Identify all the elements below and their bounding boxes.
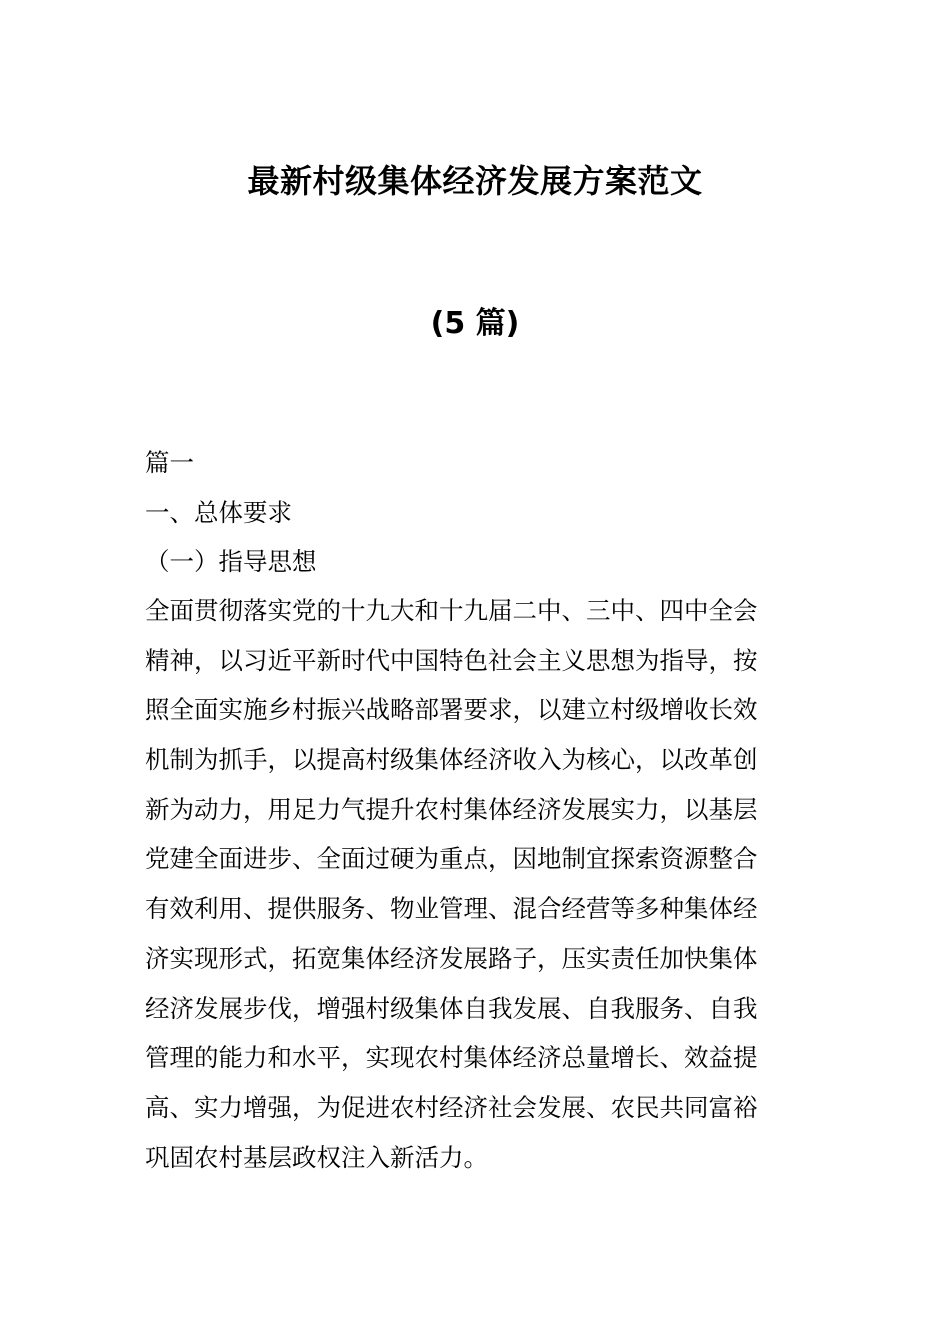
section-label: 篇一 bbox=[145, 448, 194, 477]
heading-guiding-ideology: （一）指导思想 bbox=[145, 547, 317, 576]
paragraph-line: 济实现形式，拓宽集体经济发展路子，压实责任加快集体 bbox=[145, 943, 758, 973]
document-subtitle: (5 篇) bbox=[430, 306, 520, 341]
paragraph-line: 精神，以习近平新时代中国特色社会主义思想为指导，按 bbox=[145, 645, 758, 675]
paragraph-line: 全面贯彻落实党的十九大和十九届二中、三中、四中全会 bbox=[145, 596, 758, 625]
paragraph-line: 新为动力，用足力气提升农村集体经济发展实力，以基层 bbox=[145, 794, 758, 824]
paragraph-line: 有效利用、提供服务、物业管理、混合经营等多种集体经 bbox=[145, 894, 758, 924]
heading-general-requirements: 一、总体要求 bbox=[145, 498, 292, 527]
document-title: 最新村级集体经济发展方案范文 bbox=[247, 162, 703, 200]
paragraph-line: 巩固农村基层政权注入新活力。 bbox=[145, 1142, 488, 1172]
paragraph-line: 机制为抓手，以提高村级集体经济收入为核心，以改革创 bbox=[145, 745, 758, 775]
body-paragraph bbox=[145, 586, 810, 1182]
paragraph-line: 管理的能力和水平，实现农村集体经济总量增长、效益提 bbox=[145, 1043, 758, 1073]
paragraph-line: 党建全面进步、全面过硬为重点，因地制宜探索资源整合 bbox=[145, 844, 758, 874]
paragraph-line: 照全面实施乡村振兴战略部署要求，以建立村级增收长效 bbox=[145, 695, 758, 725]
paragraph-line: 高、实力增强，为促进农村经济社会发展、农民共同富裕 bbox=[145, 1092, 758, 1122]
paragraph-line: 经济发展步伐，增强村级集体自我发展、自我服务、自我 bbox=[145, 993, 758, 1023]
